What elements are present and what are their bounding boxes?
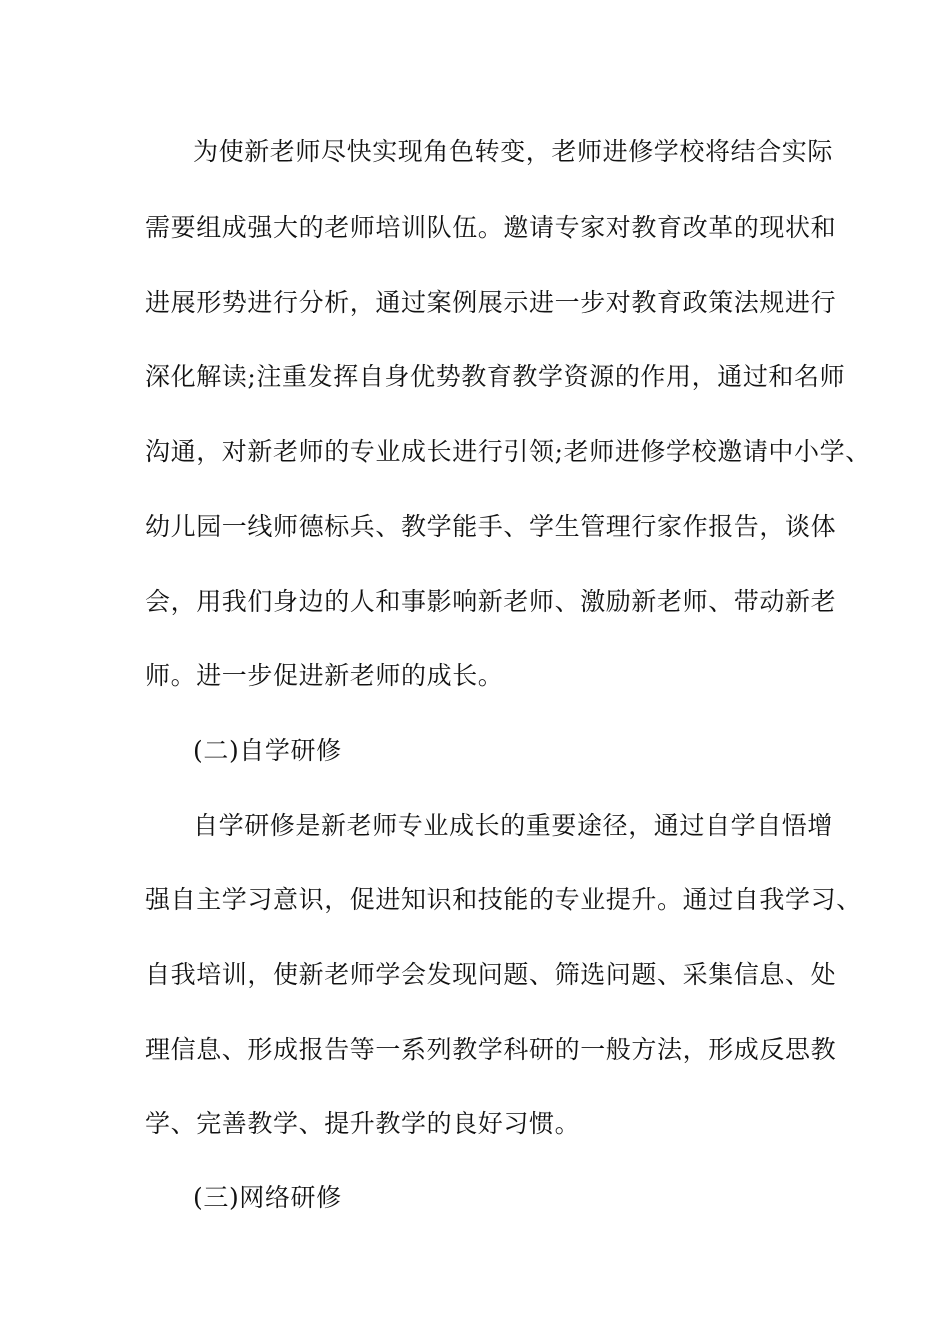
paragraph-1-line-2: 需要组成强大的老师培训队伍。邀请专家对教育改革的现状和 xyxy=(145,213,837,242)
paragraph-2-line-1: 自学研修是新老师专业成长的重要途径，通过自学自悟增 xyxy=(193,811,834,840)
paragraph-2-line-2: 强自主学习意识，促进知识和技能的专业提升。通过自我学习、 xyxy=(145,885,862,914)
paragraph-1-line-6: 幼儿园一线师德标兵、教学能手、学生管理行家作报告，谈体 xyxy=(145,512,837,541)
paragraph-1-line-7: 会，用我们身边的人和事影响新老师、激励新老师、带动新老 xyxy=(145,587,837,616)
paragraph-1-line-3: 进展形势进行分析，通过案例展示进一步对教育政策法规进行 xyxy=(145,288,837,317)
paragraph-1-line-1: 为使新老师尽快实现角色转变，老师进修学校将结合实际 xyxy=(193,137,834,166)
paragraph-1-line-5: 沟通，对新老师的专业成长进行引领;老师进修学校邀请中小学、 xyxy=(145,437,871,466)
section-heading-online-study: (三)网络研修 xyxy=(193,1183,342,1212)
section-heading-self-study: (二)自学研修 xyxy=(193,736,342,765)
paragraph-1-line-8: 师。进一步促进新老师的成长。 xyxy=(145,661,504,690)
paragraph-2-line-4: 理信息、形成报告等一系列教学科研的一般方法，形成反思教 xyxy=(145,1035,837,1064)
paragraph-2-line-5: 学、完善教学、提升教学的良好习惯。 xyxy=(145,1109,581,1138)
paragraph-2-line-3: 自我培训，使新老师学会发现问题、筛选问题、采集信息、处 xyxy=(145,960,837,989)
paragraph-1-line-4: 深化解读;注重发挥自身优势教育教学资源的作用，通过和名师 xyxy=(145,362,846,391)
